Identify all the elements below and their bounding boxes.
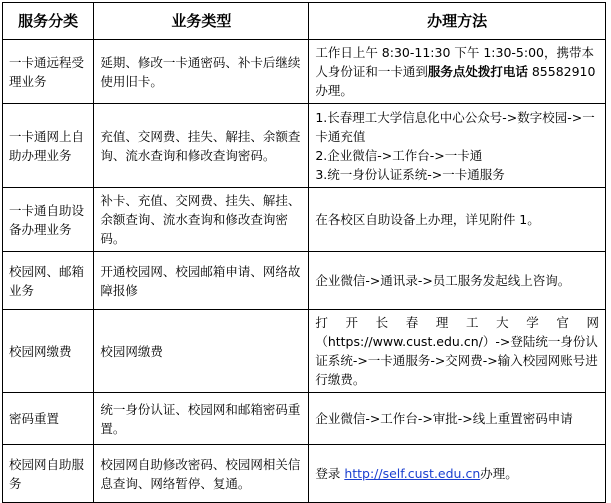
- row-type: 延期、修改一卡通密码、补卡后继续使用旧卡。: [94, 40, 309, 104]
- method-line: 2.企业微信->工作台->一卡通: [315, 147, 483, 163]
- row-category: 校园网自助服务: [3, 445, 94, 503]
- header-method: 办理方法: [309, 3, 606, 40]
- row-method: [309, 445, 606, 503]
- row-method: [309, 310, 606, 393]
- table-row: [3, 310, 606, 393]
- row-category: 密码重置: [3, 393, 94, 445]
- row-type: 校园网自助修改密码、校园网相关信息查询、网络暂停、复通。: [94, 445, 309, 503]
- row-category: 一卡通远程受理业务: [3, 40, 94, 104]
- method-line: （https://www.cust.edu.cn/）->登陆统一身份认证系统->一卡通服务->交网费->输入校园网账号进行缴费。: [315, 334, 598, 387]
- row-type: 统一身份认证、校园网和邮箱密码重置。: [94, 393, 309, 445]
- service-table: [2, 2, 606, 503]
- table-row: [3, 393, 606, 445]
- row-method: 企业微信->工作台->审批->线上重置密码申请: [309, 393, 606, 445]
- method-text: 工作日上午 8:30-11:30 下午 1:30-5:00，携带本人身份证和一卡通到: [315, 45, 595, 79]
- method-text: 85582910 办理。: [315, 64, 596, 98]
- method-text: 办理。: [480, 466, 518, 481]
- row-method: 在各校区自助设备上办理，详见附件 1。: [309, 188, 606, 252]
- row-category: 校园网、邮箱业务: [3, 252, 94, 310]
- table-row: [3, 104, 606, 188]
- header-row: [3, 3, 606, 40]
- method-line: 打 开 长 春 理 工 大 学 官 网: [315, 315, 599, 330]
- table-row: [3, 445, 606, 503]
- row-method: [309, 104, 606, 188]
- header-type: 业务类型: [94, 3, 309, 40]
- table-row: [3, 252, 606, 310]
- table-row: [3, 40, 606, 104]
- row-method: [309, 40, 606, 104]
- method-text: 登录: [315, 466, 345, 481]
- method-bold-text: 服务点处拨打电话: [427, 64, 528, 79]
- row-type: 校园网缴费: [94, 310, 309, 393]
- self-service-link[interactable]: http://self.cust.edu.cn: [344, 466, 481, 481]
- method-line: 3.统一身份认证系统->一卡通服务: [315, 166, 505, 182]
- method-line: 1.长春理工大学信息化中心公众号->数字校园->一卡通充值: [315, 109, 595, 144]
- table-row: [3, 188, 606, 252]
- row-type: 充值、交网费、挂失、解挂、余额查询、流水查询和修改查询密码。: [94, 104, 309, 188]
- row-category: 一卡通网上自助办理业务: [3, 104, 94, 188]
- row-category: 一卡通自助设备办理业务: [3, 188, 94, 252]
- row-method: 企业微信->通讯录->员工服务发起线上咨询。: [309, 252, 606, 310]
- row-type: 开通校园网、校园邮箱申请、网络故障报修: [94, 252, 309, 310]
- row-category: 校园网缴费: [3, 310, 94, 393]
- row-type: 补卡、充值、交网费、挂失、解挂、余额查询、流水查询和修改查询密码。: [94, 188, 309, 252]
- header-category: 服务分类: [3, 3, 94, 40]
